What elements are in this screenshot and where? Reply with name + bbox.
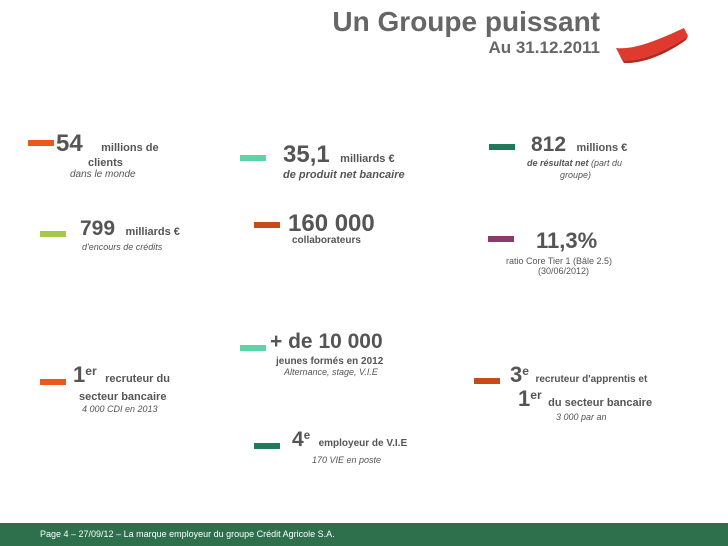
stat-recruteur-value: 1	[73, 362, 86, 387]
stat-apprentis-text2: du secteur bancaire	[548, 397, 653, 409]
stat-resultat-line3: groupe)	[560, 170, 592, 180]
stat-jeunes-value: + de 10 000	[270, 330, 383, 353]
marker-dash	[254, 222, 280, 228]
stat-ratio-line2: ratio Core Tier 1 (Bâle 2.5)	[506, 256, 613, 266]
stat-ratio-value: 11,3%	[536, 228, 598, 253]
footer-bar	[0, 523, 728, 546]
stat-resultat-line2b: (part du	[588, 158, 623, 168]
stat-recruteur-line3: 4 000 CDI en 2013	[82, 404, 158, 414]
stat-apprentis-sup1: e	[522, 364, 529, 378]
stat-recruteur-unit: recruteur du	[105, 373, 170, 385]
stat-collab-value: 160 000	[288, 210, 375, 237]
stat-apprentis-line3: 3 000 par an	[556, 412, 607, 422]
stat-clients	[56, 130, 256, 158]
stat-resultat-line2a: de résultat net	[527, 158, 589, 168]
stat-vie-value: 4	[292, 428, 304, 451]
stat-collab-line2: collaborateurs	[292, 235, 361, 246]
page-subtitle: Au 31.12.2011	[488, 38, 600, 57]
stat-encours-unit: milliards €	[125, 226, 180, 238]
stat-jeunes-line2: jeunes formés en 2012	[276, 356, 384, 367]
stat-clients-unit: millions de	[101, 142, 159, 154]
stat-recruteur-line2: secteur bancaire	[79, 391, 167, 403]
stat-ratio-line3: (30/06/2012)	[538, 266, 590, 276]
footer-text: Page 4 – 27/09/12 – La marque employeur du groupe Crédit Agricole S.A.	[40, 529, 335, 539]
stat-vie-sup: e	[303, 430, 311, 442]
stat-vie-unit: employeur de V.I.E	[318, 438, 408, 449]
stat-jeunes-line3: Alternance, stage, V.I.E	[284, 367, 378, 377]
marker-dash	[28, 140, 54, 146]
stat-apprentis-sup2: er	[530, 388, 542, 402]
stat-clients-line3: dans le monde	[70, 169, 136, 180]
marker-dash	[488, 236, 514, 242]
stat-pnb-value: 35,1	[283, 141, 330, 168]
stat-pnb	[283, 141, 483, 169]
stat-apprentis-value1: 3	[510, 362, 523, 387]
stat-resultat-value: 812	[531, 133, 567, 156]
stat-pnb-unit: milliards €	[340, 153, 395, 165]
marker-dash	[474, 378, 500, 384]
stat-clients-line2: clients	[88, 157, 123, 169]
stat-vie	[292, 428, 492, 452]
stat-resultat-line2	[527, 158, 622, 168]
stat-encours-line2: d'encours de crédits	[82, 242, 163, 252]
marker-dash	[40, 231, 66, 237]
stat-apprentis-value2: 1	[518, 386, 531, 411]
marker-dash	[240, 155, 266, 161]
stat-vie-line2: 170 VIE en poste	[312, 455, 382, 465]
page-title: Un Groupe puissant	[332, 6, 600, 37]
stat-apprentis-row1	[510, 362, 725, 388]
stat-resultat-unit: millions €	[576, 142, 628, 154]
marker-dash	[40, 379, 66, 385]
brand-logo-icon	[612, 22, 692, 67]
stat-apprentis-text1: recruteur d'apprentis et	[535, 374, 648, 385]
marker-dash	[254, 443, 280, 449]
stat-encours	[80, 217, 280, 241]
stat-resultat	[531, 133, 711, 157]
stat-pnb-line2: de produit net bancaire	[283, 169, 405, 181]
marker-dash	[240, 345, 266, 351]
stat-recruteur-sup: er	[85, 364, 97, 378]
stat-clients-value: 54	[56, 130, 83, 157]
stat-recruteur	[73, 362, 293, 388]
marker-dash	[489, 144, 515, 150]
stat-apprentis-row2	[518, 386, 718, 412]
stat-encours-value: 799	[80, 217, 116, 240]
